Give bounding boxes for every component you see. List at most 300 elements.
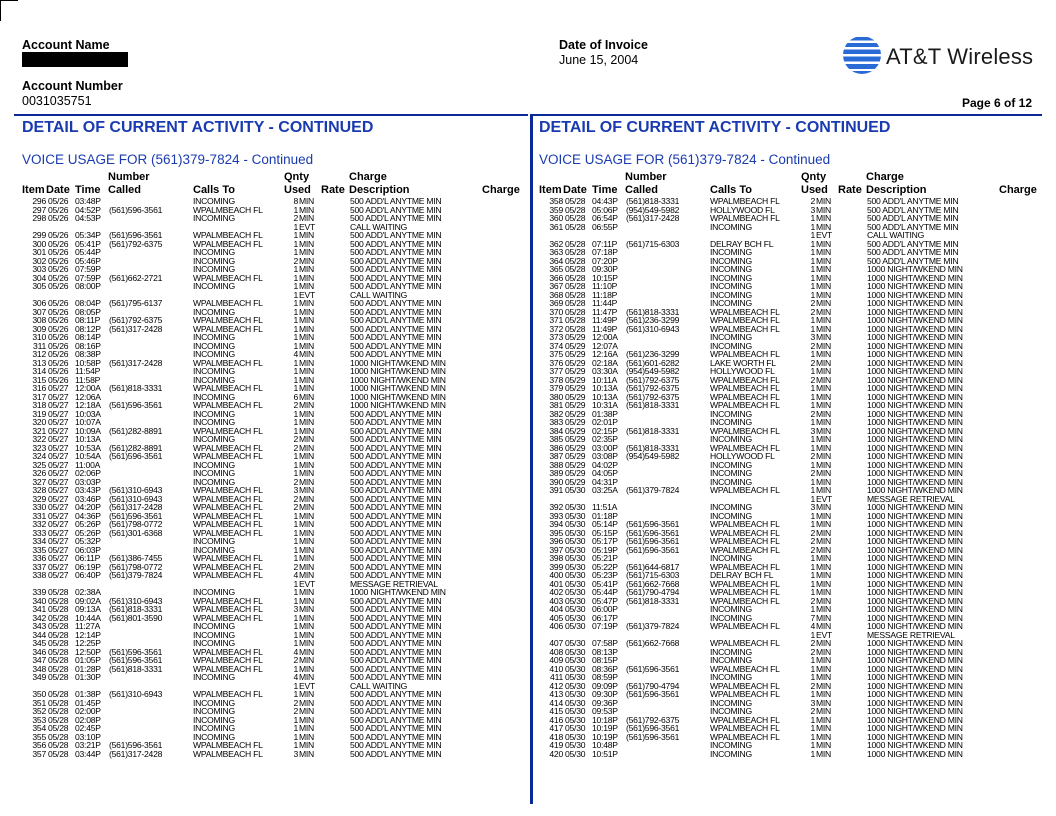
cell-item: 384 [549, 425, 563, 436]
cell-calls-to: INCOMING [193, 349, 235, 359]
cell-calls-to: WPALMBEACH FL [710, 689, 780, 699]
cell-calls-to: WPALMBEACH FL [710, 425, 780, 436]
cell-calls-to: WPALMBEACH FL [193, 655, 263, 665]
cell-item: 394 [549, 519, 563, 529]
cell-called-number: (561)596-3561 [626, 544, 680, 555]
cell-quantity: 2 [810, 357, 815, 368]
page-number: Page 6 of 12 [962, 96, 1033, 110]
cell-calls-to: WPALMBEACH FL [193, 315, 263, 325]
cell-date: 05/30 [565, 748, 586, 759]
cell-time: 11:58P [75, 374, 101, 385]
cell-time: 03:25A [592, 485, 618, 495]
cell-time: 10:31A [592, 400, 618, 410]
cell-time: 05:41P [75, 238, 101, 249]
cell-date: 05/27 [48, 570, 69, 580]
cell-called-number: (561)317-2428 [109, 357, 163, 368]
cell-date: 05/28 [565, 298, 586, 308]
cell-calls-to: WPALMBEACH FL [710, 442, 780, 453]
cell-unit: MIN [299, 366, 315, 376]
cell-item: 332 [32, 519, 46, 529]
cell-item: 372 [549, 323, 563, 334]
cell-calls-to: WPALMBEACH FL [193, 442, 263, 453]
cell-unit: EVT [299, 289, 315, 300]
cell-description: 500 ADD'L ANYTME MIN [350, 306, 442, 317]
cell-unit: MIN [299, 689, 315, 699]
cell-item: 306 [32, 298, 46, 308]
cell-time: 09:13A [75, 604, 101, 614]
cell-description: 1000 NIGHT/WKEND MIN [867, 544, 963, 555]
cell-quantity: 1 [293, 230, 298, 240]
account-name-redacted [22, 52, 128, 67]
cell-called-number: (561)790-4794 [626, 680, 680, 691]
cell-calls-to: WPALMBEACH FL [193, 502, 263, 512]
cell-description: 500 ADD'L ANYTME MIN [350, 697, 442, 708]
cell-time: 03:03P [75, 476, 101, 487]
cell-time: 05:21P [592, 553, 618, 563]
cell-called-number: (561)818-3331 [109, 604, 163, 614]
cell-quantity: 1 [810, 604, 815, 614]
cell-time: 04:05P [592, 468, 618, 478]
cell-called-number: (954)549-5982 [626, 451, 680, 461]
cell-quantity: 1 [293, 357, 298, 368]
invoice-date: June 15, 2004 [559, 53, 639, 67]
cell-unit: MIN [816, 672, 832, 682]
cell-quantity: 1 [810, 689, 815, 699]
cell-calls-to: WPALMBEACH FL [193, 553, 263, 563]
cell-unit: MIN [299, 306, 315, 317]
cell-quantity: 2 [293, 655, 298, 665]
cell-description: 500 ADD'L ANYTME MIN [350, 485, 442, 495]
cell-date: 05/26 [48, 264, 69, 274]
cell-date: 05/27 [48, 468, 69, 478]
cell-calls-to: INCOMING [710, 281, 752, 291]
cell-calls-to: INCOMING [710, 697, 752, 708]
cell-time: 06:54P [592, 213, 618, 223]
cell-quantity: 1 [293, 629, 298, 640]
cell-description: 1000 NIGHT/WKEND MIN [867, 527, 963, 538]
cell-description: 1000 NIGHT/WKEND MIN [867, 536, 963, 546]
cell-item: 320 [32, 417, 46, 427]
cell-called-number: (561)818-3331 [626, 400, 680, 410]
cell-description: 500 ADD'L ANYTME MIN [350, 247, 442, 257]
right-header-description: Description [866, 184, 927, 196]
cell-unit: MIN [299, 544, 315, 555]
cell-date: 05/28 [48, 604, 69, 614]
cell-description: 1000 NIGHT/WKEND MIN [867, 357, 963, 368]
cell-description: 500 ADD'L ANYTME MIN [867, 247, 959, 257]
cell-date: 05/27 [48, 442, 69, 453]
cell-date: 05/28 [48, 638, 69, 648]
cell-calls-to: INCOMING [193, 723, 235, 733]
cell-called-number: (561)818-3331 [626, 425, 680, 436]
cell-time: 01:18P [592, 510, 618, 521]
cell-quantity: 1 [810, 663, 815, 674]
cell-item: 298 [32, 213, 46, 223]
cell-unit: MIN [299, 672, 315, 682]
left-table-row [0, 673, 528, 682]
crop-mark [0, 0, 18, 21]
cell-unit: MIN [816, 374, 832, 385]
cell-unit: MIN [816, 434, 832, 444]
cell-description: 1000 NIGHT/WKEND MIN [867, 621, 963, 631]
cell-unit: EVT [816, 230, 832, 240]
cell-item: 341 [32, 604, 46, 614]
cell-time: 05:19P [592, 544, 618, 555]
cell-date: 05/29 [565, 366, 586, 376]
cell-item: 343 [32, 621, 46, 631]
cell-calls-to: LAKE WORTH FL [710, 357, 776, 368]
cell-calls-to: WPALMBEACH FL [710, 714, 780, 725]
cell-quantity: 2 [810, 306, 815, 317]
cell-item: 323 [32, 442, 46, 453]
right-header-qnty: Qnty [801, 171, 827, 183]
cell-date: 05/26 [48, 238, 69, 249]
cell-unit: MIN [299, 400, 315, 410]
cell-description: 1000 NIGHT/WKEND MIN [867, 663, 963, 674]
cell-unit: MIN [299, 247, 315, 257]
cell-description: 1000 NIGHT/WKEND MIN [867, 383, 963, 393]
cell-date: 05/30 [565, 485, 586, 495]
cell-called-number: (561)317-2428 [109, 502, 163, 512]
left-section-rule [14, 114, 528, 116]
cell-time: 03:21P [75, 740, 101, 750]
cell-calls-to: WPALMBEACH FL [193, 493, 263, 504]
cell-called-number: (561)644-6817 [626, 561, 680, 572]
cell-date: 05/27 [48, 425, 69, 436]
cell-description: 500 ADD'L ANYTME MIN [350, 561, 442, 572]
cell-item: 319 [32, 408, 46, 419]
cell-unit: MIN [816, 451, 832, 461]
cell-date: 05/28 [565, 204, 586, 215]
cell-called-number: (561)282-8891 [109, 442, 163, 453]
cell-called-number: (561)792-6375 [626, 391, 680, 402]
cell-item: 309 [32, 323, 46, 334]
cell-item: 415 [549, 706, 563, 716]
cell-calls-to: WPALMBEACH FL [710, 391, 780, 402]
cell-unit: EVT [299, 680, 315, 691]
cell-time: 09:30P [592, 689, 618, 699]
cell-unit: MIN [299, 740, 315, 750]
cell-unit: MIN [299, 502, 315, 512]
cell-called-number: (561)596-3561 [109, 230, 163, 240]
cell-item: 351 [32, 697, 46, 708]
cell-date: 05/29 [565, 476, 586, 487]
right-header-rate: Rate [838, 184, 862, 196]
cell-quantity: 1 [810, 510, 815, 521]
right-header-used: Used [801, 184, 828, 196]
cell-time: 07:58P [592, 638, 618, 648]
cell-unit: MIN [816, 714, 832, 725]
cell-time: 07:11P [592, 238, 618, 249]
cell-item: 340 [32, 595, 46, 606]
cell-description: 500 ADD'L ANYTME MIN [350, 629, 442, 640]
cell-time: 07:18P [592, 247, 618, 257]
cell-item: 393 [549, 510, 563, 521]
cell-description: 1000 NIGHT/WKEND MIN [867, 476, 963, 487]
cell-date: 05/27 [48, 476, 69, 487]
cell-unit: MIN [299, 238, 315, 249]
cell-time: 01:30P [75, 672, 101, 682]
right-usage-table [517, 197, 1047, 758]
cell-description: 500 ADD'L ANYTME MIN [350, 570, 442, 580]
cell-unit: MIN [816, 383, 832, 393]
cell-quantity: 2 [293, 502, 298, 512]
cell-calls-to: INCOMING [193, 306, 235, 317]
cell-called-number: (561)792-6375 [109, 315, 163, 325]
cell-time: 10:15P [592, 272, 618, 283]
cell-time: 10:11A [592, 374, 618, 385]
cell-time: 02:38A [75, 587, 101, 597]
cell-calls-to: WPALMBEACH FL [710, 485, 780, 495]
cell-item: 360 [549, 213, 563, 223]
cell-unit: MIN [816, 527, 832, 538]
cell-description: 500 ADD'L ANYTME MIN [350, 672, 442, 682]
cell-calls-to: INCOMING [193, 706, 235, 716]
cell-unit: MIN [299, 281, 315, 291]
cell-time: 04:53P [75, 213, 101, 223]
cell-calls-to: INCOMING [710, 706, 752, 716]
cell-unit: MIN [299, 553, 315, 563]
cell-time: 11:54P [75, 366, 101, 376]
cell-date: 05/30 [565, 578, 586, 589]
cell-date: 05/26 [48, 357, 69, 368]
cell-item: 349 [32, 672, 46, 682]
cell-description: 1000 NIGHT/WKEND MIN [867, 646, 963, 657]
cell-description: 1000 NIGHT/WKEND MIN [867, 553, 963, 563]
cell-item: 333 [32, 527, 46, 538]
cell-item: 383 [549, 417, 563, 427]
cell-quantity: 2 [810, 706, 815, 716]
cell-called-number: (561)662-7668 [626, 638, 680, 648]
cell-date: 05/27 [48, 561, 69, 572]
cell-calls-to: INCOMING [193, 213, 235, 223]
cell-called-number: (954)549-5982 [626, 204, 680, 215]
cell-date: 05/28 [565, 289, 586, 300]
cell-quantity: 2 [293, 706, 298, 716]
cell-called-number: (561)792-6375 [626, 374, 680, 385]
cell-quantity: 3 [810, 332, 815, 342]
cell-item: 345 [32, 638, 46, 648]
cell-time: 05:46P [75, 255, 101, 266]
cell-date: 05/29 [565, 434, 586, 444]
cell-time: 06:00P [592, 604, 618, 614]
cell-quantity: 3 [293, 748, 298, 759]
cell-quantity: 7 [810, 612, 815, 623]
cell-unit: MIN [299, 697, 315, 708]
cell-calls-to: INCOMING [193, 332, 235, 342]
cell-item: 312 [32, 349, 46, 359]
cell-unit: MIN [816, 638, 832, 648]
cell-quantity: 1 [293, 544, 298, 555]
cell-date: 05/30 [565, 663, 586, 674]
cell-calls-to: WPALMBEACH FL [193, 748, 263, 759]
cell-description: 500 ADD'L ANYTME MIN [350, 536, 442, 546]
cell-calls-to: INCOMING [710, 604, 752, 614]
cell-quantity: 2 [293, 561, 298, 572]
cell-time: 12:00A [75, 383, 101, 393]
cell-unit: MIN [816, 485, 832, 495]
cell-date: 05/30 [565, 612, 586, 623]
left-table-row [0, 214, 528, 223]
cell-item: 344 [32, 629, 46, 640]
cell-time: 05:15P [592, 527, 618, 538]
cell-unit: MIN [299, 204, 315, 215]
cell-quantity: 1 [810, 366, 815, 376]
cell-description: 1000 NIGHT/WKEND MIN [867, 306, 963, 317]
cell-time: 09:02A [75, 595, 101, 606]
cell-date: 05/26 [48, 366, 69, 376]
cell-description: 1000 NIGHT/WKEND MIN [350, 366, 446, 376]
cell-calls-to: WPALMBEACH FL [193, 612, 263, 623]
cell-time: 10:13A [75, 434, 101, 444]
cell-unit: MIN [299, 434, 315, 444]
cell-quantity: 1 [810, 672, 815, 682]
cell-quantity: 1 [293, 451, 298, 461]
cell-calls-to: WPALMBEACH FL [710, 213, 780, 223]
cell-quantity: 1 [293, 595, 298, 606]
cell-item: 414 [549, 697, 563, 708]
cell-calls-to: INCOMING [710, 298, 752, 308]
cell-date: 05/28 [565, 315, 586, 325]
cell-calls-to: WPALMBEACH FL [193, 570, 263, 580]
cell-description: 500 ADD'L ANYTME MIN [350, 459, 442, 470]
cell-unit: MIN [299, 748, 315, 759]
cell-time: 06:55P [592, 221, 618, 232]
cell-item: 350 [32, 689, 46, 699]
cell-time: 11:27A [75, 621, 101, 631]
cell-called-number: (561)596-3561 [109, 646, 163, 657]
cell-item: 348 [32, 663, 46, 674]
cell-quantity: 1 [810, 349, 815, 359]
cell-unit: MIN [299, 374, 315, 385]
cell-time: 05:44P [592, 587, 618, 597]
cell-unit: MIN [299, 425, 315, 436]
cell-quantity: 3 [810, 697, 815, 708]
cell-time: 02:00P [75, 706, 101, 716]
cell-unit: MIN [816, 281, 832, 291]
cell-time: 12:00A [592, 332, 618, 342]
cell-description: 1000 NIGHT/WKEND MIN [867, 731, 963, 742]
cell-date: 05/28 [565, 221, 586, 232]
cell-quantity: 1 [293, 527, 298, 538]
cell-description: 500 ADD'L ANYTME MIN [867, 196, 959, 206]
cell-date: 05/28 [565, 281, 586, 291]
cell-calls-to: INCOMING [710, 510, 752, 521]
cell-description: 500 ADD'L ANYTME MIN [867, 221, 959, 232]
cell-time: 02:15P [592, 425, 618, 436]
cell-called-number: (561)379-7824 [109, 570, 163, 580]
cell-date: 05/30 [565, 561, 586, 572]
cell-item: 324 [32, 451, 46, 461]
cell-description: 500 ADD'L ANYTME MIN [350, 281, 442, 291]
cell-called-number: (561)596-3561 [626, 519, 680, 529]
cell-description: 500 ADD'L ANYTME MIN [350, 595, 442, 606]
cell-calls-to: INCOMING [710, 340, 752, 351]
cell-unit: MIN [816, 340, 832, 351]
cell-unit: MIN [816, 723, 832, 733]
cell-unit: MIN [816, 680, 832, 691]
cell-calls-to: HOLLYWOOD FL [710, 366, 775, 376]
left-header-calls-to: Calls To [193, 184, 235, 196]
cell-item: 353 [32, 714, 46, 725]
cell-calls-to: INCOMING [710, 612, 752, 623]
cell-description: 500 ADD'L ANYTME MIN [350, 706, 442, 716]
cell-description: 1000 NIGHT/WKEND MIN [867, 374, 963, 385]
cell-time: 03:46P [75, 493, 101, 504]
cell-quantity: 2 [810, 544, 815, 555]
cell-date: 05/26 [48, 349, 69, 359]
cell-time: 01:28P [75, 663, 101, 674]
cell-date: 05/29 [565, 374, 586, 385]
cell-item: 420 [549, 748, 563, 759]
cell-item: 322 [32, 434, 46, 444]
cell-quantity: 3 [810, 204, 815, 215]
cell-unit: MIN [816, 315, 832, 325]
cell-calls-to: INCOMING [710, 646, 752, 657]
cell-unit: MIN [816, 570, 832, 580]
cell-called-number: (561)310-6943 [109, 485, 163, 495]
cell-item: 352 [32, 706, 46, 716]
cell-calls-to: WPALMBEACH FL [193, 519, 263, 529]
cell-quantity: 1 [293, 340, 298, 351]
cell-description: 1000 NIGHT/WKEND MIN [350, 391, 446, 402]
cell-quantity: 1 [293, 238, 298, 249]
cell-description: 500 ADD'L ANYTME MIN [350, 510, 442, 521]
cell-time: 05:41P [592, 578, 618, 589]
cell-unit: MIN [816, 238, 832, 249]
cell-unit: MIN [299, 714, 315, 725]
cell-date: 05/29 [565, 451, 586, 461]
cell-unit: MIN [816, 578, 832, 589]
cell-called-number: (561)310-6943 [109, 689, 163, 699]
cell-description: 500 ADD'L ANYTME MIN [350, 731, 442, 742]
cell-item: 366 [549, 272, 563, 283]
cell-date: 05/28 [565, 213, 586, 223]
cell-description: 1000 NIGHT/WKEND MIN [867, 595, 963, 606]
left-header-date: Date [46, 184, 70, 196]
cell-quantity: 1 [810, 272, 815, 283]
cell-description: 1000 NIGHT/WKEND MIN [867, 655, 963, 665]
cell-quantity: 2 [810, 408, 815, 419]
cell-calls-to: WPALMBEACH FL [710, 374, 780, 385]
cell-item: 342 [32, 612, 46, 623]
cell-item: 315 [32, 374, 46, 385]
cell-unit: MIN [816, 476, 832, 487]
cell-called-number: (561)596-3561 [109, 655, 163, 665]
cell-item: 395 [549, 527, 563, 538]
cell-time: 09:36P [592, 697, 618, 708]
cell-item: 404 [549, 604, 563, 614]
cell-description: CALL WAITING [350, 680, 408, 691]
cell-unit: MIN [299, 595, 315, 606]
right-header-called: Called [625, 184, 659, 196]
cell-quantity: 2 [293, 434, 298, 444]
cell-time: 12:06A [75, 391, 101, 402]
cell-item: 334 [32, 536, 46, 546]
cell-calls-to: WPALMBEACH FL [193, 595, 263, 606]
cell-calls-to: WPALMBEACH FL [710, 561, 780, 572]
cell-unit: MIN [299, 196, 315, 206]
left-header-called: Called [108, 184, 142, 196]
cell-calls-to: DELRAY BCH FL [710, 570, 774, 580]
cell-quantity: 1 [810, 264, 815, 274]
cell-quantity: 1 [293, 408, 298, 419]
cell-unit: MIN [299, 621, 315, 631]
cell-description: 1000 NIGHT/WKEND MIN [867, 417, 963, 427]
cell-item: 374 [549, 340, 563, 351]
cell-description: 500 ADD'L ANYTME MIN [350, 238, 442, 249]
cell-item: 399 [549, 561, 563, 572]
